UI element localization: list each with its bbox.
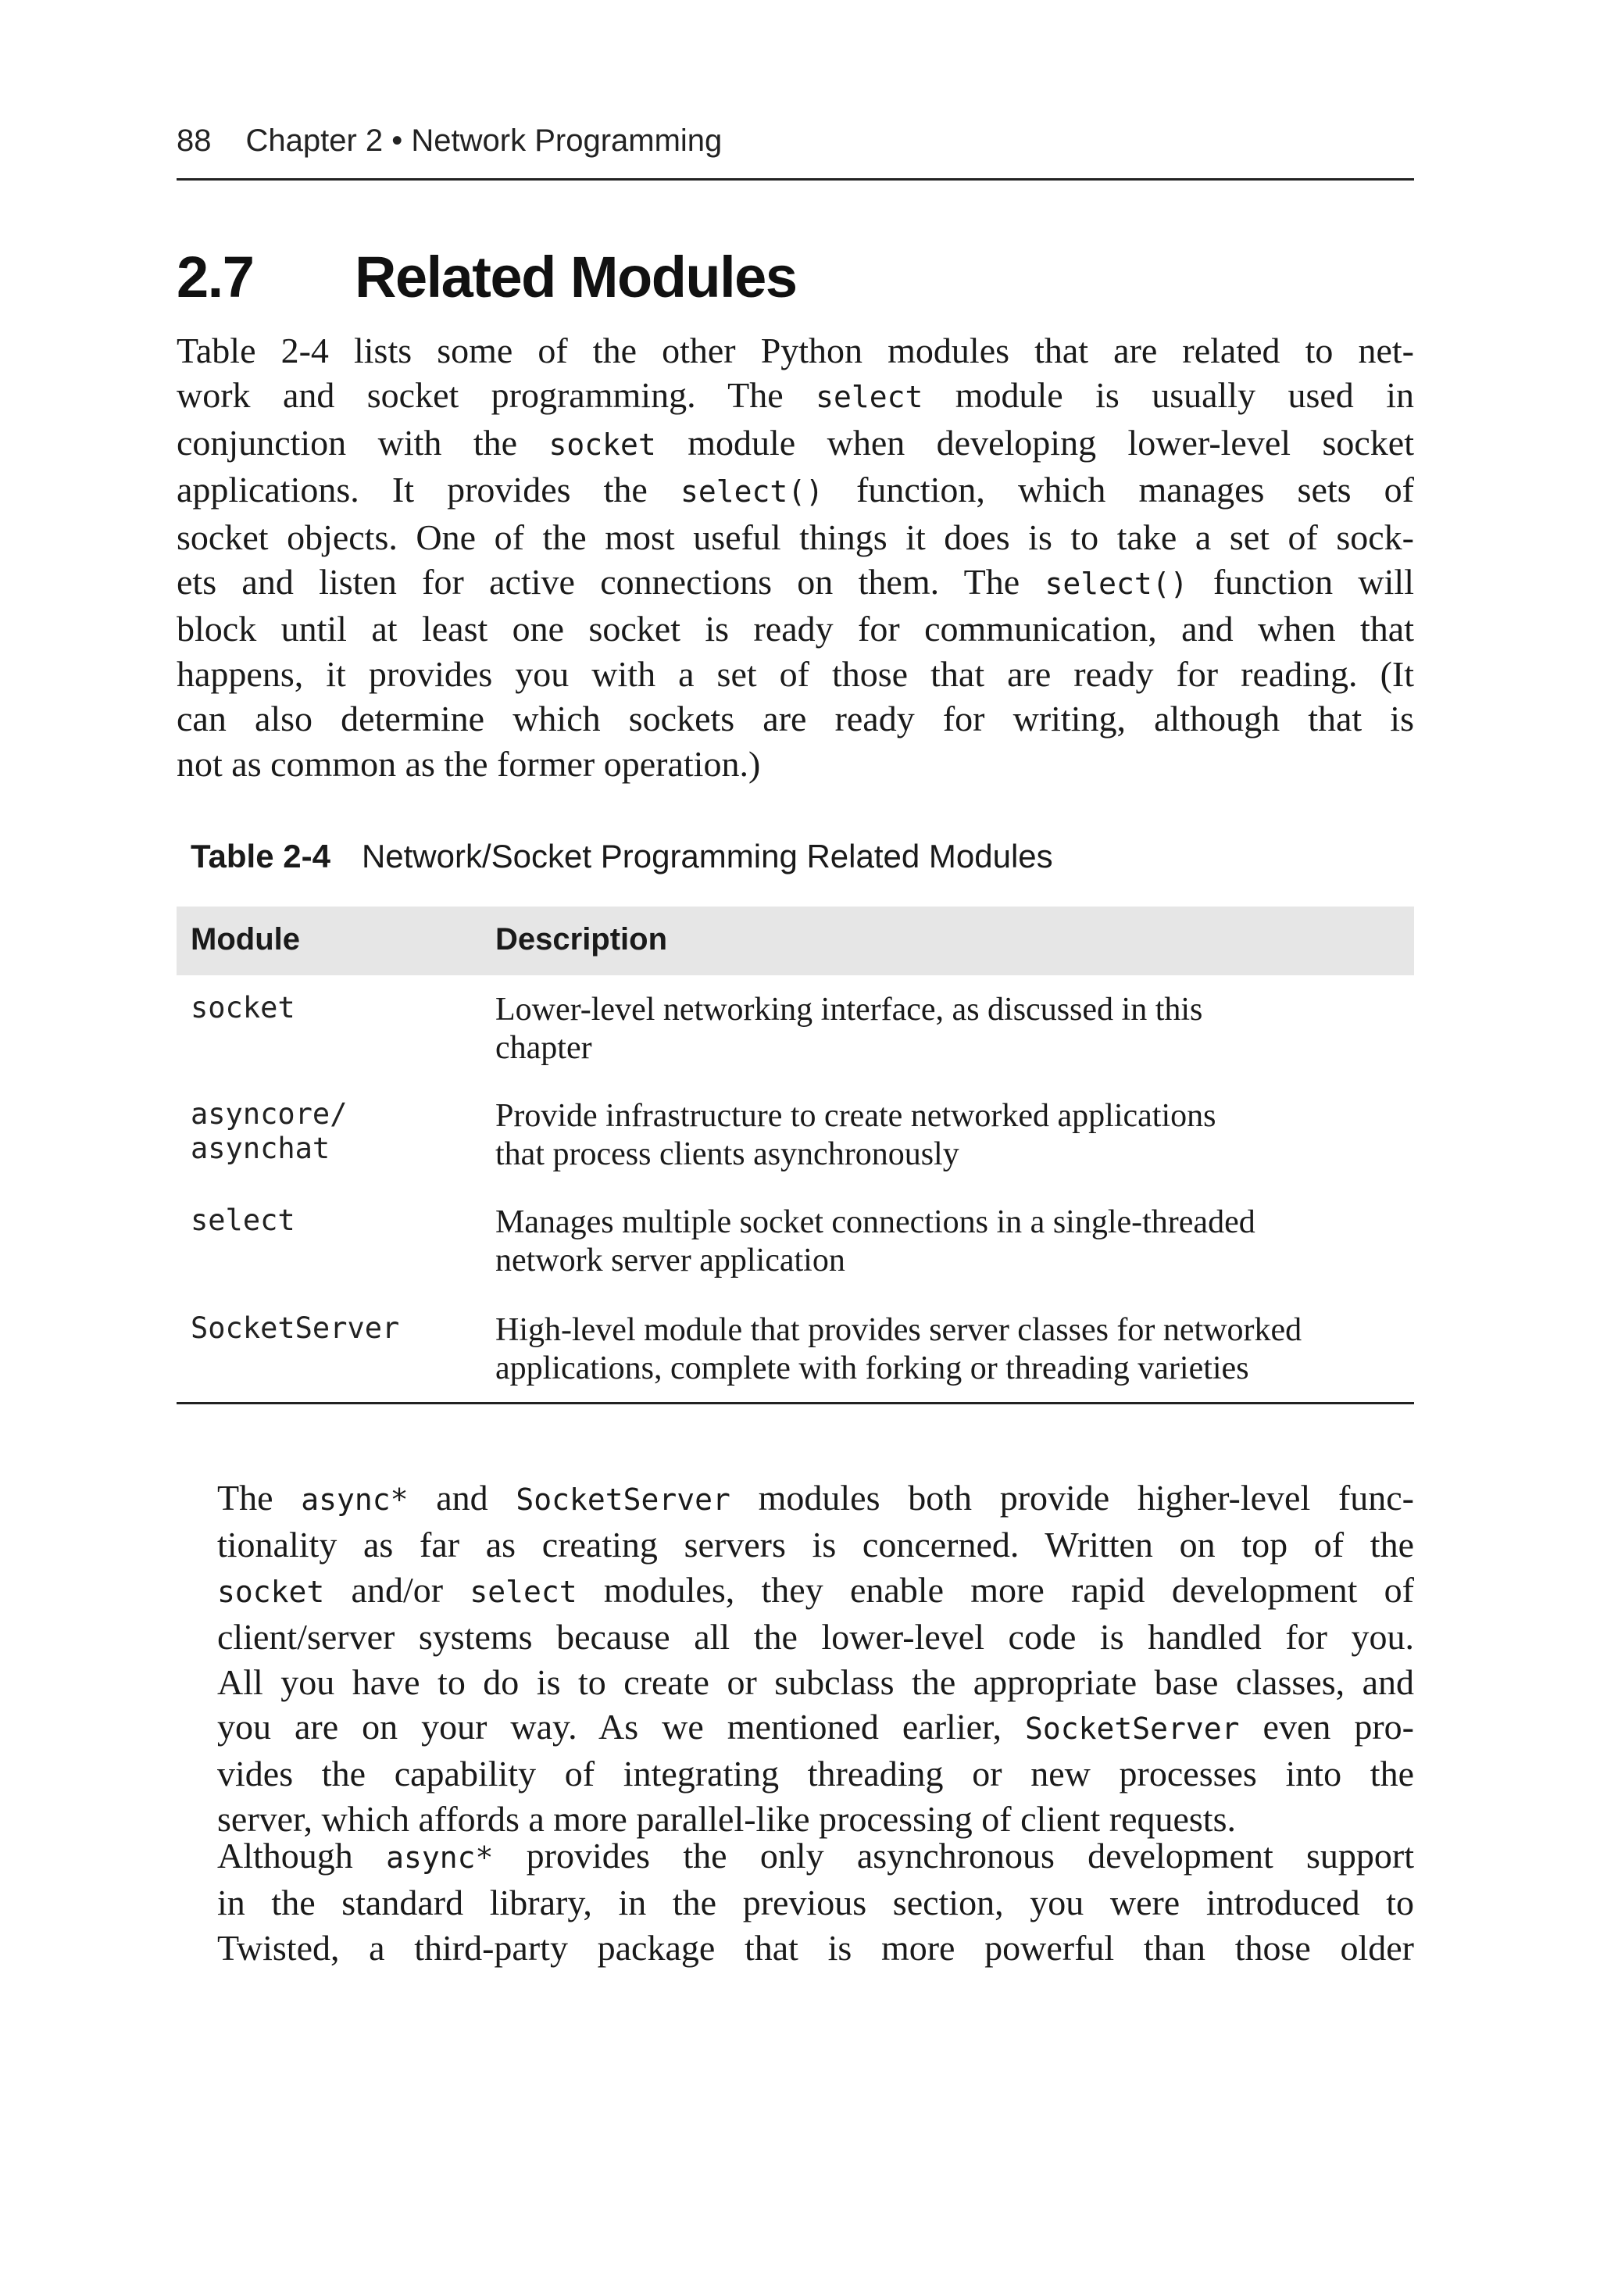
module-cell: SocketServer [191,1311,400,1345]
module-cell: select [191,1203,295,1237]
text-line: All you have to do is to create or subclass the appropriate base classes, and [217,1661,1414,1702]
page-number: 88 [177,123,212,158]
description-cell: Provide infrastructure to create networked applications that process clients asynchronously [495,1098,1216,1172]
text-line: conjunction with the socket module when developing lower-level socket [177,422,1414,463]
description-cell: Lower-level networking interface, as discussed in this chapter [495,992,1203,1066]
text-line: The async* and SocketServer modules both provide higher-level func- [217,1478,1414,1518]
module-cell: socket [191,991,295,1025]
body-paragraph [177,1833,1414,1970]
description-cell: Manages multiple socket connections in a single-threaded network server application [495,1204,1255,1279]
section-title: Related Modules [355,245,797,309]
intro-paragraph [177,328,1414,786]
description-cell: High-level module that provides server classes for networked applications, complete with forking or threading varieties [495,1312,1302,1386]
column-header-description: Description [495,922,668,957]
text-line: socket and/or select modules, they enable more rapid development of [217,1569,1414,1610]
text-line: server, which affords a more parallel-like processing of client requests. [217,1798,1236,1839]
table-header-row [177,907,1414,975]
text-line: socket objects. One of the most useful things it does is to take a set of sock- [177,517,1414,557]
text-line: ets and listen for active connections on them. The select() function will [177,562,1414,603]
text-line: not as common as the former operation.) [177,743,761,784]
table-label: Table 2-4 [191,838,330,874]
text-line: client/server systems because all the lower-level code is handled for you. [217,1617,1414,1658]
column-header-module: Module [191,922,300,957]
text-line: work and socket programming. The select module is usually used in [177,375,1414,416]
section-number: 2.7 [177,245,254,309]
table-caption [191,838,1053,875]
text-line: block until at least one socket is ready for communication, and when that [177,609,1414,649]
text-line: applications. It provides the select() function, which manages sets of [177,470,1414,510]
section-heading [177,244,797,310]
header-rule [177,178,1414,181]
text-line: Table 2-4 lists some of the other Python modules that are related to net- [177,331,1414,370]
text-line: tionality as far as creating servers is concerned. Written on top of the [217,1525,1414,1565]
running-head [177,123,722,159]
text-line: vides the capability of integrating threading or new processes into the [217,1754,1414,1794]
text-line: in the standard library, in the previous section, you were introduced to [217,1883,1414,1923]
text-line: can also determine which sockets are ready for writing, although that is [177,699,1414,739]
text-line: Although async* provides the only asynchronous development support [217,1836,1415,1876]
table-title: Network/Socket Programming Related Modules [361,838,1053,874]
body-paragraph [177,1475,1414,1841]
modules-table [177,907,1414,1386]
text-line: you are on your way. As we mentioned earlier, SocketServer even pro- [217,1707,1414,1747]
module-cell: asyncore/ asynchat [191,1097,348,1165]
text-line: Twisted, a third-party package that is more powerful than those older [217,1927,1414,1968]
text-line: happens, it provides you with a set of those that are ready for reading. (It [177,653,1414,694]
chapter-title: Chapter 2 • Network Programming [245,123,723,158]
table-bottom-rule [177,1402,1414,1404]
